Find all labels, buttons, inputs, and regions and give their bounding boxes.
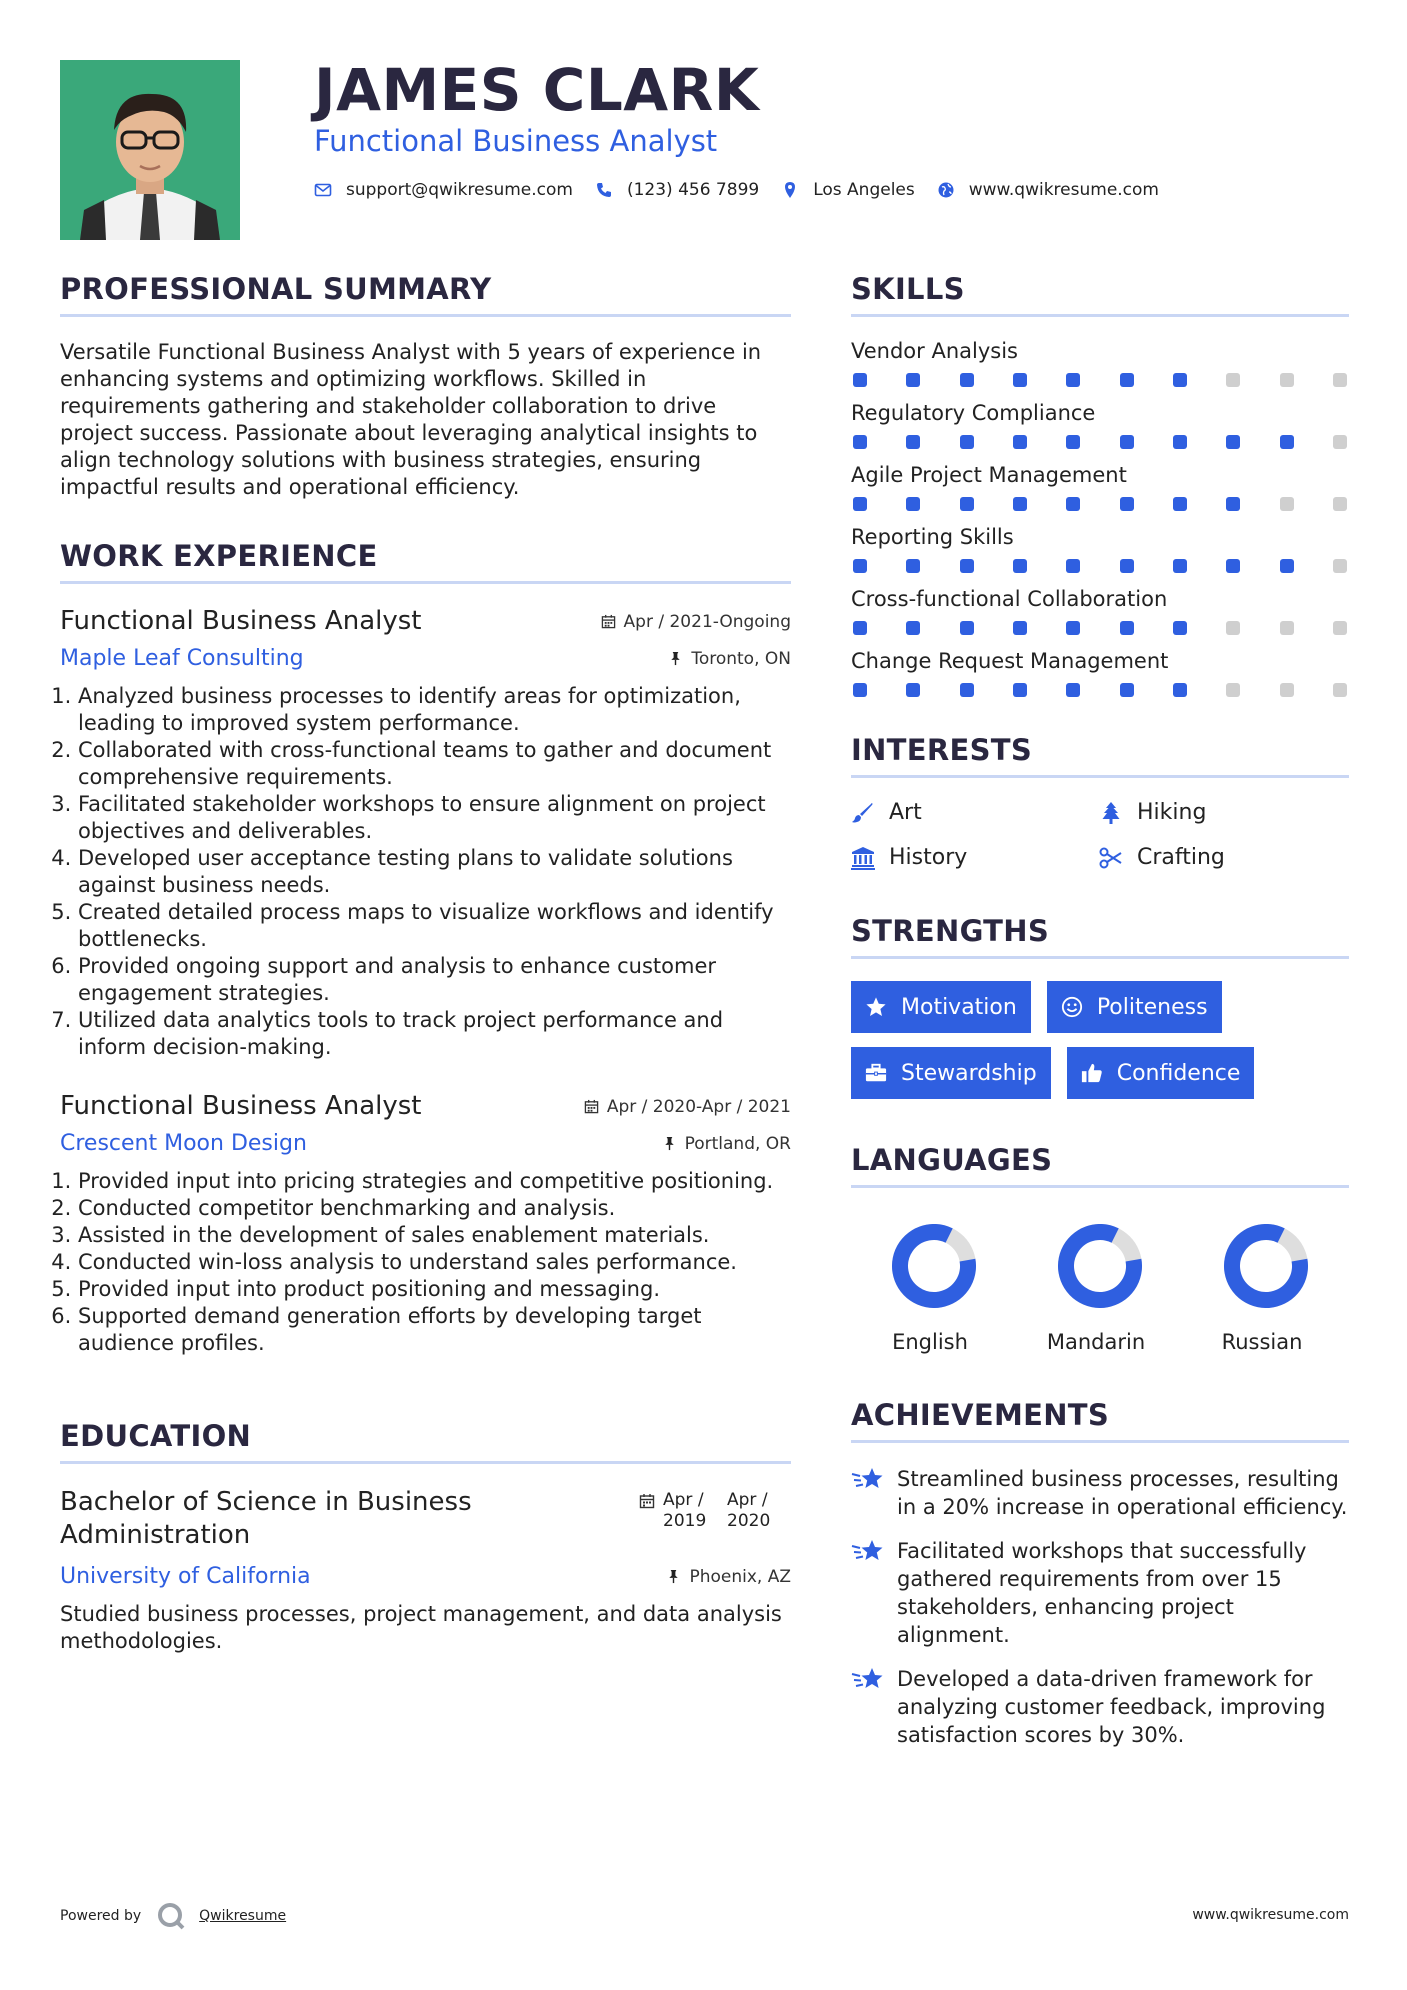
- language-donut: [892, 1224, 976, 1308]
- calendar-icon: [584, 1099, 599, 1114]
- shooting-star-icon: [851, 1465, 885, 1495]
- education-start: Apr / 2019: [663, 1490, 707, 1531]
- rating-dot-filled: [1120, 435, 1134, 449]
- list-item: 7. Utilized data analytics tools to track project performance and inform decision-making.: [78, 1007, 791, 1061]
- thumbs-up-icon: [1081, 1062, 1103, 1084]
- rating-dot-filled: [1066, 435, 1080, 449]
- list-item: 6. Provided ongoing support and analysis to enhance customer engagement strategies.: [78, 953, 791, 1007]
- rating-dot-filled: [960, 621, 974, 635]
- skill-name: Agile Project Management: [851, 463, 1127, 487]
- interest-item: [851, 800, 1099, 825]
- interest-label: History: [889, 845, 968, 870]
- footer-powered-by: [60, 1902, 286, 1930]
- rating-dot-filled: [1120, 683, 1134, 697]
- rating-dot-empty: [1333, 559, 1347, 573]
- summary-text: Versatile Functional Business Analyst with 5 years of experience in enhancing systems and optimizing workflows. Skilled in requirements gathering and stakeholder collaboration to drive project success. Passionate about leveraging analytical insights to align technology solutions with business strategies, ensuring impactful results and operational efficiency.: [60, 340, 762, 499]
- star-icon: [865, 996, 887, 1018]
- rating-dot-empty: [1280, 373, 1294, 387]
- summary-heading: PROFESSIONAL SUMMARY: [60, 272, 791, 317]
- strength-label: Confidence: [1116, 1060, 1241, 1086]
- degree-title: Bachelor of Science in Business Administration: [60, 1487, 472, 1550]
- rating-dot-empty: [1226, 373, 1240, 387]
- rating-dot-filled: [1120, 621, 1134, 635]
- language-item: [1017, 1210, 1183, 1354]
- rating-dot-filled: [1173, 497, 1187, 511]
- list-item: 2. Collaborated with cross-functional teams to gather and document comprehensive requirements.: [78, 737, 791, 791]
- powered-by-text: Powered by: [60, 1908, 142, 1924]
- language-donut: [1058, 1224, 1142, 1308]
- achievement-item: [851, 1537, 1349, 1649]
- rating-dot-filled: [1226, 435, 1240, 449]
- rating-dot-filled: [906, 373, 920, 387]
- job-entry: [60, 606, 791, 1061]
- skills-heading: SKILLS: [851, 272, 1349, 317]
- job-entry: [60, 1091, 791, 1357]
- rating-dot-filled: [853, 683, 867, 697]
- education-location-text: Phoenix, AZ: [689, 1566, 791, 1587]
- interest-item: [1099, 800, 1347, 825]
- rating-dot-filled: [1120, 559, 1134, 573]
- job-location-text: Toronto, ON: [691, 648, 791, 669]
- job-location: [662, 1134, 791, 1154]
- list-item: 5. Created detailed process maps to visualize workflows and identify bottlenecks.: [78, 899, 791, 953]
- list-item: 1. Analyzed business processes to identify areas for optimization, leading to improved system performance.: [78, 683, 791, 737]
- rating-dot-filled: [1173, 621, 1187, 635]
- strength-badge: [1067, 1047, 1255, 1099]
- rating-dot-filled: [1013, 621, 1027, 635]
- education-entry: [60, 1486, 791, 1655]
- interest-item: [851, 845, 1099, 870]
- achievement-text: Developed a data-driven framework for analyzing customer feedback, improving satisfaction scores by 30%.: [897, 1667, 1326, 1747]
- list-item: 2. Conducted competitor benchmarking and analysis.: [78, 1195, 791, 1222]
- language-item: [1183, 1210, 1349, 1354]
- interest-label: Hiking: [1137, 800, 1207, 825]
- email-text: support@qwikresume.com: [346, 180, 573, 200]
- map-pin-icon: [781, 181, 799, 199]
- candidate-name: JAMES CLARK: [314, 56, 760, 124]
- strength-label: Stewardship: [901, 1060, 1037, 1086]
- rating-dot-empty: [1280, 497, 1294, 511]
- skill-item: [851, 649, 1349, 697]
- job-dates-text: Apr / 2020-Apr / 2021: [606, 1096, 791, 1117]
- language-donut: [1224, 1224, 1308, 1308]
- list-item: 3. Assisted in the development of sales enablement materials.: [78, 1222, 791, 1249]
- pushpin-icon: [666, 1569, 681, 1584]
- job-location-text: Portland, OR: [684, 1133, 791, 1154]
- rating-dot-filled: [1173, 435, 1187, 449]
- job-dates: [584, 1097, 791, 1117]
- envelope-icon: [314, 181, 332, 199]
- skill-item: [851, 463, 1349, 511]
- paintbrush-icon: [851, 801, 875, 825]
- language-name: Russian: [1221, 1330, 1303, 1354]
- phone-text: (123) 456 7899: [626, 180, 760, 200]
- achievement-item: [851, 1665, 1349, 1749]
- rating-dot-filled: [1280, 559, 1294, 573]
- achievements-heading: ACHIEVEMENTS: [851, 1398, 1349, 1443]
- rating-dot-filled: [1013, 373, 1027, 387]
- interest-label: Art: [889, 800, 922, 825]
- rating-dot-empty: [1333, 497, 1347, 511]
- rating-dot-filled: [960, 435, 974, 449]
- rating-dot-filled: [1120, 497, 1134, 511]
- achievement-item: [851, 1465, 1349, 1521]
- skill-rating: [851, 373, 1349, 387]
- skills-list: [851, 339, 1349, 697]
- interests-heading: INTERESTS: [851, 733, 1349, 778]
- interest-item: [1099, 845, 1347, 870]
- interests-list: [851, 800, 1349, 870]
- briefcase-icon: [865, 1062, 887, 1084]
- rating-dot-filled: [1173, 683, 1187, 697]
- rating-dot-filled: [906, 497, 920, 511]
- rating-dot-empty: [1333, 683, 1347, 697]
- rating-dot-filled: [1013, 683, 1027, 697]
- profile-photo: [60, 60, 240, 240]
- list-item: 3. Facilitated stakeholder workshops to ensure alignment on project objectives and deliverables.: [78, 791, 791, 845]
- rating-dot-empty: [1226, 621, 1240, 635]
- footer-website[interactable]: www.qwikresume.com: [1192, 1907, 1349, 1923]
- responsibility-list: [60, 1168, 791, 1357]
- interest-label: Crafting: [1137, 845, 1225, 870]
- strength-badge: [851, 981, 1031, 1033]
- skill-name: Vendor Analysis: [851, 339, 1018, 363]
- rating-dot-filled: [1280, 435, 1294, 449]
- skill-rating: [851, 497, 1349, 511]
- education-heading: EDUCATION: [60, 1419, 791, 1464]
- rating-dot-filled: [1013, 497, 1027, 511]
- language-name: Mandarin: [1046, 1330, 1146, 1354]
- skill-item: [851, 587, 1349, 635]
- contact-website[interactable]: [937, 180, 1159, 200]
- qwikresume-logo-icon: [157, 1902, 185, 1930]
- skill-item: [851, 525, 1349, 573]
- calendar-icon: [639, 1493, 655, 1509]
- language-name: English: [892, 1330, 968, 1354]
- rating-dot-filled: [1066, 559, 1080, 573]
- rating-dot-filled: [853, 497, 867, 511]
- rating-dot-filled: [1066, 683, 1080, 697]
- rating-dot-filled: [1066, 373, 1080, 387]
- list-item: 6. Supported demand generation efforts by developing target audience profiles.: [78, 1303, 791, 1357]
- company-name: Maple Leaf Consulting: [60, 646, 304, 671]
- avatar: [60, 60, 240, 240]
- education-description: Studied business processes, project management, and data analysis methodologies.: [60, 1602, 782, 1653]
- achievement-text: Streamlined business processes, resulting in a 20% increase in operational efficiency.: [897, 1467, 1348, 1519]
- globe-icon: [937, 181, 955, 199]
- smile-icon: [1061, 996, 1083, 1018]
- rating-dot-filled: [906, 559, 920, 573]
- skill-name: Reporting Skills: [851, 525, 1014, 549]
- languages-heading: LANGUAGES: [851, 1143, 1349, 1188]
- rating-dot-empty: [1333, 373, 1347, 387]
- list-item: 5. Provided input into product positioning and messaging.: [78, 1276, 791, 1303]
- list-item: 4. Developed user acceptance testing plans to validate solutions against business needs.: [78, 845, 791, 899]
- strengths-list: [851, 981, 1349, 1099]
- rating-dot-filled: [1013, 435, 1027, 449]
- phone-icon: [595, 181, 613, 199]
- brand-link[interactable]: Qwikresume: [199, 1908, 287, 1924]
- rating-dot-empty: [1333, 435, 1347, 449]
- skill-name: Cross-functional Collaboration: [851, 587, 1168, 611]
- job-role: Functional Business Analyst: [60, 1091, 422, 1121]
- skill-rating: [851, 435, 1349, 449]
- rating-dot-filled: [906, 621, 920, 635]
- list-item: 1. Provided input into pricing strategies and competitive positioning.: [78, 1168, 791, 1195]
- rating-dot-filled: [1066, 497, 1080, 511]
- experience-heading: WORK EXPERIENCE: [60, 539, 791, 584]
- museum-icon: [851, 846, 875, 870]
- school-name: University of California: [60, 1564, 311, 1589]
- rating-dot-filled: [960, 497, 974, 511]
- shooting-star-icon: [851, 1537, 885, 1567]
- education-location: [666, 1567, 791, 1587]
- skill-rating: [851, 559, 1349, 573]
- strength-badge: [851, 1047, 1051, 1099]
- scissors-icon: [1099, 846, 1123, 870]
- rating-dot-filled: [960, 373, 974, 387]
- skill-name: Regulatory Compliance: [851, 401, 1096, 425]
- rating-dot-filled: [1013, 559, 1027, 573]
- skill-name: Change Request Management: [851, 649, 1169, 673]
- rating-dot-filled: [960, 683, 974, 697]
- shooting-star-icon: [851, 1665, 885, 1695]
- strengths-heading: STRENGTHS: [851, 914, 1349, 959]
- rating-dot-empty: [1280, 683, 1294, 697]
- job-location: [668, 649, 791, 669]
- contact-bar: [314, 180, 1181, 200]
- rating-dot-filled: [853, 621, 867, 635]
- website-text: www.qwikresume.com: [968, 180, 1159, 200]
- rating-dot-filled: [960, 559, 974, 573]
- rating-dot-empty: [1280, 621, 1294, 635]
- contact-email[interactable]: [314, 180, 573, 200]
- rating-dot-filled: [1120, 373, 1134, 387]
- calendar-icon: [601, 614, 616, 629]
- strength-label: Motivation: [901, 994, 1017, 1020]
- rating-dot-filled: [906, 435, 920, 449]
- job-role: Functional Business Analyst: [60, 606, 422, 636]
- rating-dot-filled: [1173, 559, 1187, 573]
- candidate-title: Functional Business Analyst: [314, 124, 718, 158]
- contact-location: [781, 180, 915, 200]
- pushpin-icon: [668, 651, 683, 666]
- rating-dot-filled: [1226, 497, 1240, 511]
- left-column: [60, 272, 791, 1655]
- right-column: [851, 272, 1349, 1765]
- strength-label: Politeness: [1096, 994, 1208, 1020]
- skill-item: [851, 339, 1349, 387]
- education-end: Apr / 2020: [727, 1490, 771, 1531]
- languages-list: [851, 1210, 1349, 1354]
- rating-dot-empty: [1226, 683, 1240, 697]
- skill-item: [851, 401, 1349, 449]
- rating-dot-empty: [1333, 621, 1347, 635]
- responsibility-list: [60, 683, 791, 1061]
- pushpin-icon: [662, 1136, 677, 1151]
- rating-dot-filled: [853, 373, 867, 387]
- rating-dot-filled: [1066, 621, 1080, 635]
- rating-dot-filled: [853, 559, 867, 573]
- language-item: [851, 1210, 1017, 1354]
- list-item: 4. Conducted win-loss analysis to understand sales performance.: [78, 1249, 791, 1276]
- strength-badge: [1047, 981, 1222, 1033]
- skill-rating: [851, 621, 1349, 635]
- company-name: Crescent Moon Design: [60, 1131, 307, 1156]
- tree-icon: [1099, 801, 1123, 825]
- education-dates: [639, 1490, 791, 1532]
- rating-dot-filled: [1226, 559, 1240, 573]
- rating-dot-filled: [853, 435, 867, 449]
- achievement-text: Facilitated workshops that successfully gathered requirements from over 15 stakeholders, enhancing project alignment.: [897, 1539, 1307, 1647]
- rating-dot-filled: [1173, 373, 1187, 387]
- rating-dot-filled: [906, 683, 920, 697]
- contact-phone[interactable]: [595, 180, 759, 200]
- skill-rating: [851, 683, 1349, 697]
- job-dates: [601, 612, 791, 632]
- location-text: Los Angeles: [813, 180, 915, 200]
- job-dates-text: Apr / 2021-Ongoing: [623, 611, 791, 632]
